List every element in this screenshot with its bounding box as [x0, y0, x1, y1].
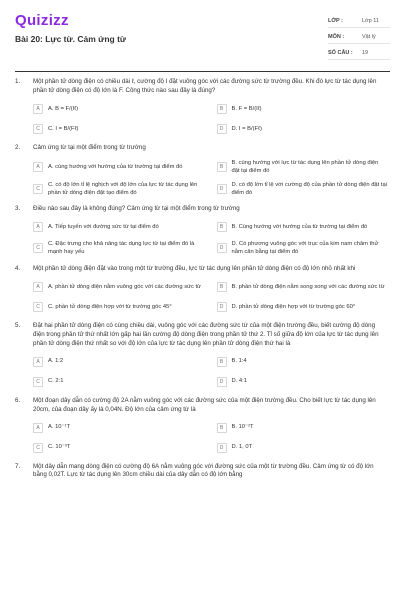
answer-option-d[interactable]: [217, 181, 389, 197]
option-letter-badge: C: [33, 377, 43, 387]
option-text: C. I = B/(Fℓ): [48, 125, 79, 132]
meta-value: Vật lý: [362, 33, 376, 40]
worksheet-header: [0, 0, 400, 64]
question-text: Cảm ứng từ tại một điểm trong từ trường: [33, 143, 146, 151]
option-letter-badge: D: [217, 377, 227, 387]
option-text: A. Tiếp tuyến với đường sức từ tại điểm đó: [48, 224, 159, 231]
answer-option-d[interactable]: [217, 300, 389, 314]
answer-option-d[interactable]: [217, 375, 389, 389]
answer-option-b[interactable]: [217, 159, 389, 175]
question-head: [0, 265, 400, 274]
answer-options: [0, 415, 400, 455]
question-text: Đặt hai phần tử dòng điện có cùng chiều dài, vuông góc với các đường sức từ của một điện trường đều, biết cường độ dòng điện trong phần tử thứ nhất lớn gấp hai lần cường độ dòng điện trong phần tử thứ 2. Tỉ số giữa độ lớn của lực từ tác dụng lên phần tử dòng điện thứ nhất so với độ lớn của lực từ tác dụng lên phần tử dòng điện thứ hai là: [33, 321, 379, 347]
question-number: 4.: [15, 264, 21, 272]
question-head: [0, 205, 400, 214]
answer-options: [0, 214, 400, 256]
answer-option-a[interactable]: [33, 220, 205, 234]
option-letter-badge: D: [217, 184, 227, 194]
option-text: D. I = B/(Fℓ): [231, 125, 262, 132]
option-letter-badge: A: [33, 282, 43, 292]
question-number: 7.: [15, 462, 21, 470]
meta-key: SỐ CÂU :: [328, 49, 353, 56]
option-letter-badge: B: [217, 104, 227, 114]
option-text: C. 2:1: [48, 378, 64, 385]
option-letter-badge: B: [217, 357, 227, 367]
answer-option-c[interactable]: [33, 375, 205, 389]
question-5: [0, 322, 400, 389]
option-text: A. phần tử dòng điện nằm vuông góc với các đường sức từ: [48, 283, 201, 290]
option-letter-badge: B: [217, 282, 227, 292]
option-text: C. có độ lớn tỉ lệ nghịch với độ lớn của lực từ tác dụng lên phần tử dòng điện đặt tạo điểm đó: [48, 182, 198, 197]
question-number: 3.: [15, 205, 21, 213]
answer-option-b[interactable]: [217, 355, 389, 369]
option-letter-badge: C: [33, 243, 43, 253]
question-head: [0, 322, 400, 349]
option-letter-badge: B: [217, 222, 227, 232]
option-text: B. 10⁻²T: [231, 424, 254, 431]
option-letter-badge: D: [217, 124, 227, 134]
option-text: D. 4:1: [231, 378, 247, 385]
option-letter-badge: B: [217, 162, 227, 172]
answer-option-c[interactable]: [33, 300, 205, 314]
option-text: B. phần tử dòng điện nằm song song với các đường sức từ: [231, 283, 385, 290]
option-letter-badge: C: [33, 124, 43, 134]
question-7: [0, 463, 400, 481]
question-head: [0, 397, 400, 415]
option-letter-badge: D: [217, 243, 227, 253]
option-text: B. Cùng hướng với hướng của từ trường tại điểm đó: [231, 224, 368, 231]
meta-row-count: [328, 46, 390, 60]
meta-row-class: [328, 14, 390, 28]
answer-option-a[interactable]: [33, 421, 205, 435]
meta-key: LỚP :: [328, 17, 343, 24]
meta-value: Lớp 11: [362, 17, 379, 24]
question-head: [0, 463, 400, 481]
option-text: D. phần tử dòng điện hợp với từ trường góc 60°: [231, 303, 356, 310]
option-text: D. có độ lớn tỉ lệ với cường độ của phần tử dòng điện đặt tại điểm đó: [231, 182, 387, 197]
answer-option-a[interactable]: [33, 280, 205, 294]
header-divider: [15, 71, 390, 72]
option-text: A. 10⁻¹T: [48, 424, 71, 431]
question-number: 6.: [15, 396, 21, 404]
option-letter-badge: C: [33, 302, 43, 312]
question-text: Điều nào sau đây là không đúng? Cảm ứng từ tại một điểm trong từ trường: [33, 205, 240, 213]
question-text: Một phần tử dòng điện có chiều dài ℓ, cường độ I đặt vuông góc với các đường sức từ trường đều. Khi đó lực từ tác dụng lên phần tử dòng điện có độ lớn là F. Công thức nào sau đây là đúng?: [33, 78, 377, 94]
answer-options: [0, 153, 400, 197]
option-text: B. cùng hướng với lực từ tác dụng lên phần tử dòng điện đặt tại điểm đó: [231, 159, 379, 175]
option-letter-badge: A: [33, 357, 43, 367]
meta-table: [328, 14, 390, 62]
option-text: D. 1, 0T: [231, 444, 253, 451]
question-list: [0, 78, 400, 488]
answer-option-d[interactable]: [217, 441, 389, 455]
option-text: C. Đặc trưng cho khả năng tác dụng lực từ tại điểm đó là mạnh hay yếu: [48, 241, 195, 256]
option-letter-badge: A: [33, 104, 43, 114]
answer-option-c[interactable]: [33, 122, 205, 136]
option-text: A. 1:2: [48, 358, 64, 365]
question-number: 5.: [15, 321, 21, 329]
option-letter-badge: A: [33, 222, 43, 232]
answer-option-b[interactable]: [217, 220, 389, 234]
question-number: 2.: [15, 143, 21, 151]
meta-key: MÔN :: [328, 33, 345, 40]
answer-option-b[interactable]: [217, 421, 389, 435]
option-text: B. 1:4: [231, 358, 247, 365]
quizizz-logo: Quizizz: [15, 12, 69, 29]
answer-option-a[interactable]: [33, 355, 205, 369]
answer-options: [0, 274, 400, 314]
meta-row-subject: [328, 30, 390, 44]
answer-option-a[interactable]: [33, 102, 205, 116]
meta-value: 19: [362, 49, 369, 56]
answer-option-c[interactable]: [33, 441, 205, 455]
question-text: Một phần tử dòng điện đặt vào trong một từ trường đều, lực từ tác dụng lên phần tử dòng điện có độ lớn nhỏ nhất khi: [33, 264, 356, 272]
question-1: [0, 78, 400, 136]
answer-option-c[interactable]: [33, 240, 205, 256]
option-letter-badge: A: [33, 423, 43, 433]
answer-option-b[interactable]: [217, 280, 389, 294]
answer-option-c[interactable]: [33, 181, 205, 197]
option-letter-badge: A: [33, 162, 43, 172]
question-text: Một đoạn dây dẫn có cường độ 2A nằm vuông góc với các đường sức của một điện trường đều. Cho biết lực từ tác dụng lên 20cm, của đoạn dây ấy là 0,04N. Độ lớn của cảm ứng từ là: [33, 396, 376, 413]
question-3: [0, 205, 400, 256]
answer-options: [0, 349, 400, 389]
question-6: [0, 397, 400, 455]
option-text: C. 10⁻³T: [48, 444, 71, 451]
answer-option-b[interactable]: [217, 102, 389, 116]
option-letter-badge: C: [33, 184, 43, 194]
option-text: B. F = B/(Iℓ): [231, 105, 262, 112]
answer-option-d[interactable]: [217, 240, 389, 256]
option-text: A. cùng hướng với hướng của từ trường tại điểm đó: [48, 164, 183, 170]
answer-option-a[interactable]: [33, 159, 205, 175]
option-text: C. phần tử dòng điện hợp với từ trường góc 45°: [48, 303, 172, 310]
question-head: [0, 144, 400, 153]
option-text: D. Có phương vuông góc với trục của kim nam châm thử nằm cân bằng tại điểm đó: [231, 241, 379, 256]
worksheet-title: Bài 20: Lực từ. Cảm ứng từ: [15, 34, 127, 44]
option-letter-badge: D: [217, 443, 227, 453]
question-text: Một dây dẫn mang dòng điện có cường độ 6A nằm vuông góc với đường sức của một từ trường đều. Cảm ứng từ có độ lớn bằng 0,02T. Lực từ tác dụng lên 30cm chiều dài của dây dẫn có độ lớn bằng: [33, 462, 374, 479]
option-text: A. B = F/(Iℓ): [48, 105, 79, 112]
option-letter-badge: D: [217, 302, 227, 312]
question-4: [0, 265, 400, 314]
question-2: [0, 144, 400, 197]
option-letter-badge: B: [217, 423, 227, 433]
question-number: 1.: [15, 78, 21, 85]
question-head: [0, 78, 400, 96]
option-letter-badge: C: [33, 443, 43, 453]
answer-option-d[interactable]: [217, 122, 389, 136]
answer-options: [0, 96, 400, 136]
